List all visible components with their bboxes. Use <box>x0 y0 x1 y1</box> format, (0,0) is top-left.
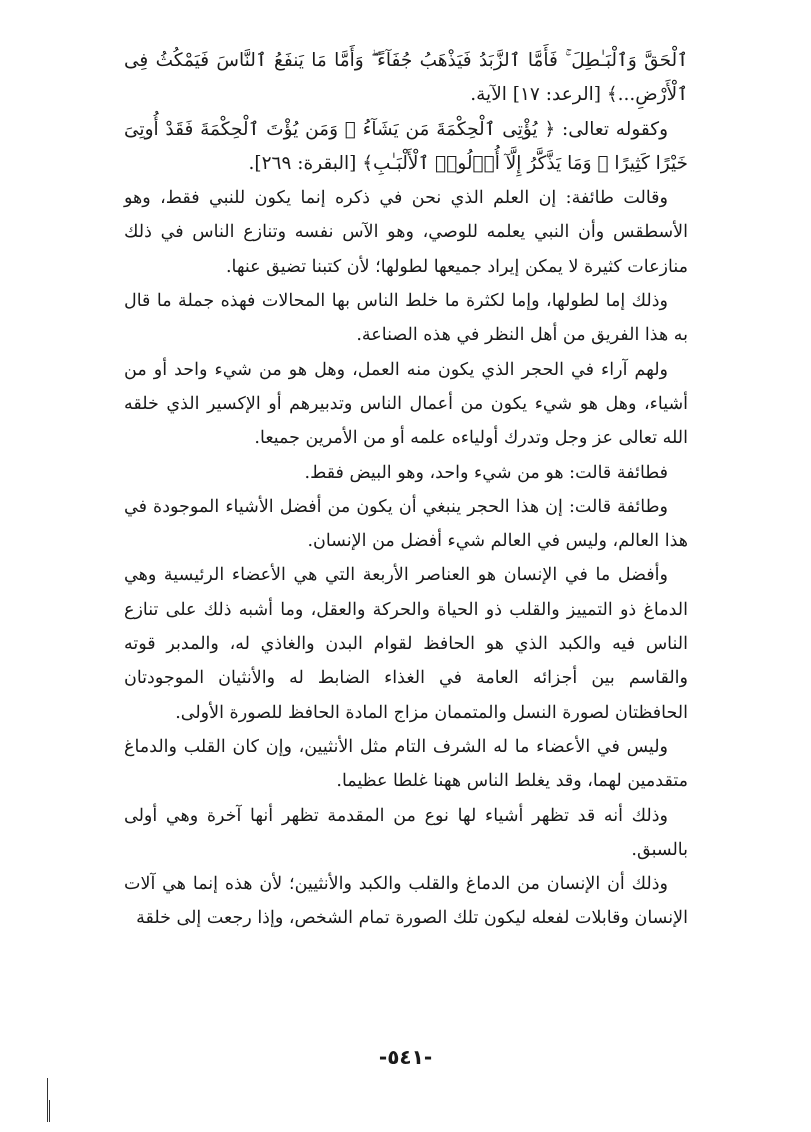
body-paragraph: وذلك أن الإنسان من الدماغ والقلب والكبد والأنثيين؛ لأن هذه إنما هي آلات الإنسان وقابلات لفعله ليكون تلك الصورة تمام الشخص، وإذا رجعت إلى خلقة <box>124 874 688 929</box>
body-paragraph: فطائفة قالت: هو من شيء واحد، وهو البيض فقط. <box>304 462 668 483</box>
body-paragraph: وذلك إما لطولها، وإما لكثرة ما خلط الناس بها المحالات فهذه جملة ما قال به هذا الفريق من أهل النظر في هذه الصناعة. <box>124 291 688 346</box>
body-paragraph: وقالت طائفة: إن العلم الذي نحن في ذكره إنما يكون للنبي فقط، وهو الأسطقس وأن النبي يعلمه للوصي، وهو الآس نفسه وتنازع الناس في ذلك منازعات كثيرة لا يمكن إيراد جميعها لطولها؛ لأن كتبنا تضيق عنها. <box>124 188 688 277</box>
page-body <box>124 44 688 936</box>
page-number: -٥٤١- <box>378 1045 433 1069</box>
quran-verse-continuation: ٱلْحَقَّ وَٱلْبَـٰطِلَ ۚ فَأَمَّا ٱلزَّبَدُ فَيَذْهَبُ جُفَآءً ۖ وَأَمَّا مَا يَنفَعُ ٱلنَّاسَ فَيَمْكُثُ فِى ٱلْأَرْضِ...﴾ [الرعد: ١٧] الآية. <box>124 50 688 106</box>
body-paragraph: وليس في الأعضاء ما له الشرف التام مثل الأنثيين، وإن كان القلب والدماغ متقدمين لهما، وقد يغلط الناس ههنا غلطا عظيما. <box>124 736 688 792</box>
body-paragraph: وأفضل ما في الإنسان هو العناصر الأربعة التي هي الأعضاء الرئيسية وهي الدماغ ذو التمييز والقلب ذو الحياة والحركة والعقل، وما أشبه ذلك على تنازع الناس فيه والكبد الذي هو الحافظ لقوام البدن والغاذي له، والمدبر قوته والقاسم بين أجزائه العامة في الغذاء الضابط له والأنثيان الموجودتان الحافظتان لصورة النسل والمتممان مزاج المادة الحافظ للصورة الأولى. <box>124 565 688 723</box>
quran-verse-paragraph: وكقوله تعالى: ﴿ يُؤْتِى ٱلْحِكْمَةَ مَن يَشَآءُ ۚ وَمَن يُؤْتَ ٱلْحِكْمَةَ فَقَدْ أُوتِىَ خَيْرًا كَثِيرًا ۗ وَمَا يَذَّكَّرُ إِلَّآ أُو۟لُوا۟ ٱلْأَلْبَـٰبِ﴾ [البقرة: ٢٦٩]. <box>124 118 688 174</box>
body-paragraph: وطائفة قالت: إن هذا الحجر ينبغي أن يكون من أفضل الأشياء الموجودة في هذا العالم، وليس في العالم شيء أفضل من الإنسان. <box>124 496 688 552</box>
margin-line-mark <box>47 1078 48 1122</box>
margin-line-mark <box>49 1100 50 1122</box>
body-paragraph: ولهم آراء في الحجر الذي يكون منه العمل، وهل هو من شيء واحد أو من أشياء، وهل هو شيء يكون من أعمال الناس وتدبيرهم أو الإكسير الذي خلقه الله تعالى عز وجل وتدرك أولياءه علمه أو من الأمرين جميعا. <box>124 359 688 449</box>
body-paragraph: وذلك أنه قد تظهر أشياء لها نوع من المقدمة تظهر أنها آخرة وهي أولى بالسبق. <box>124 805 688 860</box>
